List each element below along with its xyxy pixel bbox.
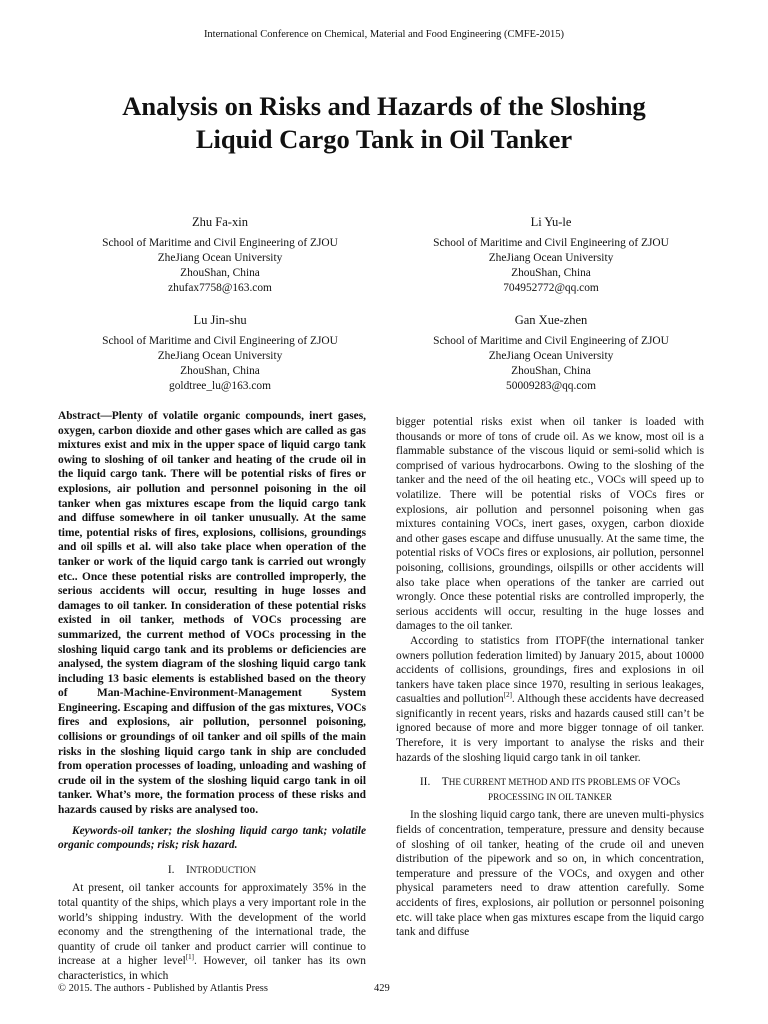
intro-text: At present, oil tanker accounts for approximately 35% in the total quantity of the ships, which plays a very important role in the world’s shipping industry. With the development of the world economy and the strengthening of the international trade, the quantity of crude oil tanker and product carrier will continue to increase at a higher level <box>58 882 366 968</box>
author-name: Zhu Fa-xin <box>192 215 248 229</box>
author-block-1 <box>70 215 370 296</box>
section-heading-introduction <box>58 863 366 878</box>
section-title-vocs: VOC <box>652 776 677 789</box>
author-city: ZhouShan, China <box>180 365 260 377</box>
section-number: I. <box>167 863 175 876</box>
author-city: ZhouShan, China <box>511 365 591 377</box>
author-affiliation: School of Maritime and Civil Engineering of ZJOU <box>433 237 669 249</box>
section-title-rest: NTRODUCTION <box>189 864 257 875</box>
author-university: ZheJiang Ocean University <box>157 252 283 264</box>
section-number: II. <box>419 776 431 789</box>
title-line-1: Analysis on Risks and Hazards of the Sloshing <box>122 91 646 121</box>
author-name: Lu Jin-shu <box>193 313 247 327</box>
author-affiliation: School of Maritime and Civil Engineering of ZJOU <box>102 335 338 347</box>
author-email: goldtree_lu@163.com <box>169 380 271 392</box>
right-paragraph-1: bigger potential risks exist when oil tanker is loaded with thousands or more of tons of crude oil. As we know, most oil is a flammable substance of the viscous liquid or semi-solid which is comprised of various hydrocarbons. Owing to the sloshing of the tanker and the need of the oil heating etc., VOCs will speed up to volatilize. There will be potential risks of VOCs fires or explosions, air pollution and personnel poisoning when gas mixtures containing VOCs, inert gases, oxygen, carbon dioxide and other gases escape and diffuse unusually. At the same time, the potential risks of VOCs fires or explosions, air pollution, personnel poisoning, collisions, groundings, oilspills or other accidents will also take place when operations of the tanker are carried out wrongly. Once these potential risks are controlled improperly, the serious accidents will occur, resulting in the huge losses and damages to the oil tanker. <box>396 416 704 633</box>
right-column <box>396 415 704 940</box>
itopf-text: According to statistics from ITOPF(the international tanker owners pollution federation limited) by January 2015, about 10000 accidents of collisions, groundings, fires and explosions in oil tankers have taken place since 1970, resulting in serious leakages, casualties and pollution <box>396 634 704 706</box>
section-title-s: s <box>676 777 681 788</box>
intro-paragraph <box>58 881 366 983</box>
copyright-notice: © 2015. The authors - Published by Atlantis Press <box>58 983 268 994</box>
author-city: ZhouShan, China <box>180 267 260 279</box>
author-email: 50009283@qq.com <box>506 380 596 392</box>
left-column <box>58 409 366 984</box>
section-title-line-2: PROCESSING IN OIL TANKER <box>487 791 613 802</box>
itopf-text-end: . Although these accidents have decreased significantly in recent years, risks and hazards caused still can’t be ignored because of more and more bigger tonnage of oil tanker. Therefore, it is very important to analyse the risks and their hazards of the sloshing liquid cargo tank in oil tanker. <box>396 693 704 764</box>
right-paragraph-2 <box>396 634 704 765</box>
keywords: Keywords-oil tanker; the sloshing liquid cargo tank; volatile organic compounds; risk; risk hazard. <box>58 824 366 852</box>
author-email: 704952772@qq.com <box>503 282 599 294</box>
author-affiliation: School of Maritime and Civil Engineering of ZJOU <box>102 237 338 249</box>
author-university: ZheJiang Ocean University <box>157 350 283 362</box>
paper-title <box>60 90 708 156</box>
author-name: Gan Xue-zhen <box>514 313 588 327</box>
title-line-2: Liquid Cargo Tank in Oil Tanker <box>195 124 573 154</box>
section-title-initial: I <box>185 863 190 876</box>
author-affiliation: School of Maritime and Civil Engineering of ZJOU <box>433 335 669 347</box>
conference-header: International Conference on Chemical, Material and Food Engineering (CMFE-2015) <box>203 29 565 40</box>
abstract: Abstract—Plenty of volatile organic compounds, inert gases, oxygen, carbon dioxide and other gases which are called as gas mixtures exist and mix in the upper space of liquid cargo tank owing to sloshing of oil tanker and heating of the crude oil in the liquid cargo tank. There will be potential risks of fires or explosions, air pollution and personnel poisoning in the oil tanker when gas mixtures escape from the liquid cargo tank and diffuse somewhere in oil tanker unusually. At the same time, potential risks of fires, explosions, collisions, groundings and oil spills et al. will also take place when operation of the tanker or work of the liquid cargo tank is carried out wrongly etc.. Once these potential risks are controlled improperly, the serious accidents will occur, resulting in huge losses and damages to oil tanker. In consideration of these potential risks existed in oil tanker, methods of VOCs processing are summarized, the current method of VOCs processing in the sloshing liquid cargo tank and its problems or deficiencies are analysed, the system diagram of the sloshing liquid cargo tank including 13 basic elements is established based on the theory of Man-Machine-Environment-Management System Engineering. Escaping and diffusion of the gas mixtures, VOCs fires and explosions, air pollution, personnel poisoning, collisions or groundings of oil tanker and oil spills of the main risks in the sloshing liquid cargo tank in ship are concluded from operation processes of loading, unloading and washing of crude oil in the system of the sloshing liquid cargo tank in oil tanker. What’s more, the formation process of these risks and hazards caused by risks are analysed too. <box>58 410 366 817</box>
author-block-3 <box>70 313 370 394</box>
right-paragraph-3: In the sloshing liquid cargo tank, there are uneven multi-physics fields of concentration, temperature, pressure and density because of sloshing of oil tanker, heating of the crude oil and uneven distribution of the pipework and so on, in which concentration, temperature and pressure of the VOCs, and oxygen and other physical parameters need to draw attention carefully. Some accidents of fires, explosions, air pollution or personnel poisoning etc. will take place when gas mixtures escape from the liquid cargo tank and diffuse <box>396 809 704 939</box>
author-block-2 <box>401 215 701 296</box>
author-university: ZheJiang Ocean University <box>488 252 614 264</box>
section-title-initial: T <box>441 776 449 789</box>
intro-text-end: . However, oil tanker has its own characteristics, in which <box>58 955 366 982</box>
section-heading-2 <box>396 775 704 804</box>
author-name: Li Yu-le <box>530 215 572 229</box>
author-block-4 <box>401 313 701 394</box>
page-number: 429 <box>374 983 390 994</box>
section-title-rest: HE CURRENT METHOD AND ITS PROBLEMS OF <box>448 777 653 788</box>
citation-1: [1] <box>185 953 194 962</box>
author-email: zhufax7758@163.com <box>168 282 272 294</box>
author-city: ZhouShan, China <box>511 267 591 279</box>
author-university: ZheJiang Ocean University <box>488 350 614 362</box>
citation-2: [2] <box>503 691 512 700</box>
